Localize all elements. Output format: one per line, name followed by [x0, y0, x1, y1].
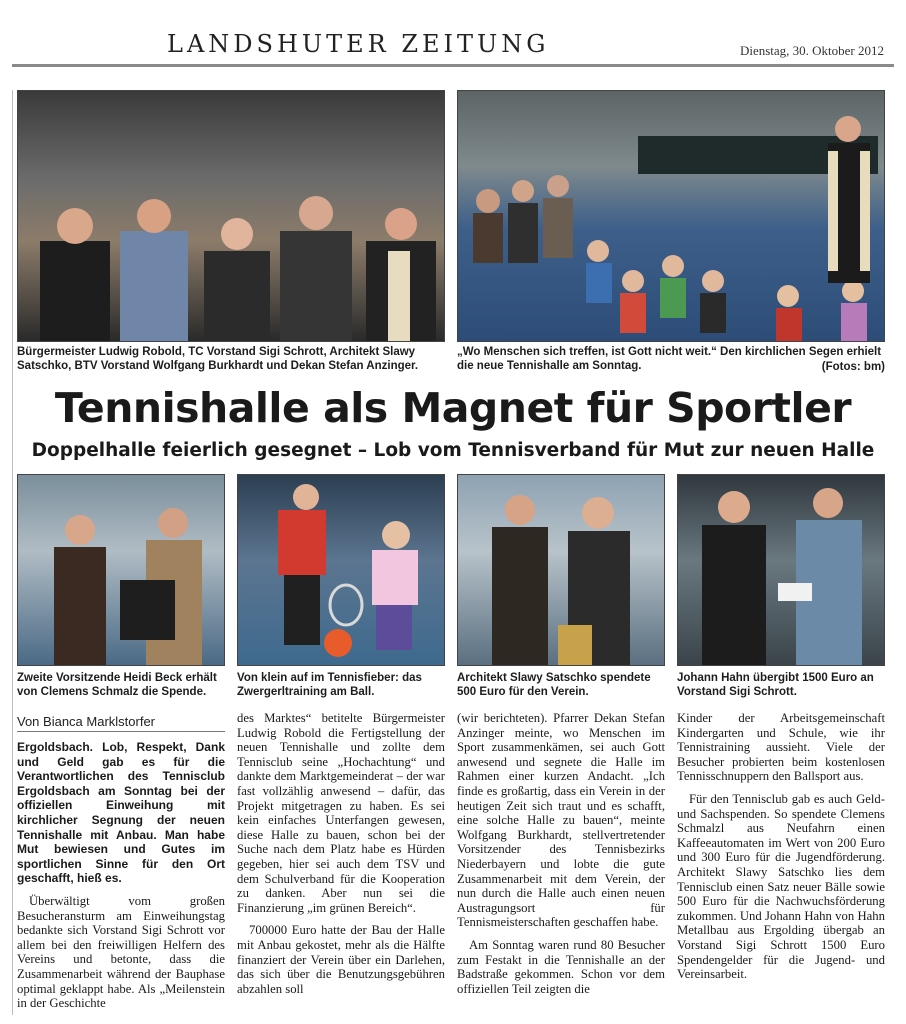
- caption-blessing-text: „Wo Menschen sich treffen, ist Gott nicht weit.“ Den kirchlichen Segen erhielt die neue Tennishalle am Sonntag.: [457, 346, 882, 372]
- caption-group-officials: Bürgermeister Ludwig Robold, TC Vorstand Sigi Schrott, Architekt Slawy Satschko, BTV Vorstand Wolfgang Burkhardt und Dekan Stefan Anzinger.: [17, 346, 419, 372]
- caption-handover-hahn: Johann Hahn übergibt 1500 Euro an Vorstand Sigi Schrott.: [677, 672, 874, 698]
- byline: Von Bianca Marklstorfer: [17, 714, 156, 729]
- headline: Tennishalle als Magnet für Sportler: [54, 384, 852, 432]
- issue-date: Dienstag, 30. Oktober 2012: [739, 43, 884, 58]
- photo-blessing: [457, 90, 885, 342]
- article-column-1: [17, 740, 225, 1019]
- article-paragraph: (wir berichteten). Pfarrer Dekan Stefan Anzinger meinte, wo Menschen im Sport zusammenkämen, sei auch Gott anwesend und segnete die Halle im Rahmen einer kurzen Andacht. „Ich finde es großartig, dass ein Verein in der heutigen Zeit sich traut und es schafft, eine solche Halle zu bauen“, meinte Wolfgang Burkhardt, stellvertretender Vorsitzender des Tennisbezirks Niederbayern und lobte die gute Zusammenarbeit mit dem Verein, der nun durch die Halle auch einen neuen Austragungsort für Tennismeisterschaften geschaffen habe.: [457, 711, 665, 930]
- caption-blessing: [457, 346, 885, 374]
- photo-handover-hahn: [677, 474, 885, 666]
- article-paragraph: Am Sonntag waren rund 80 Besucher zum Festakt in die Tennishalle an der Badstraße gekommen. Schon vor dem offiziellen Teil zeigten die: [457, 937, 665, 996]
- article-paragraph: des Marktes“ betitelte Bürgermeister Ludwig Robold die Fertigstellung der neuen Tennishalle und zollte dem Tennisclub seine „Hochachtung“ und dankte dem Marktgemeinderat – der war fast vollzählig anwesend – dafür, das Projekt mitgetragen zu haben. Es sei kein einfaches Unterfangen gewesen, diese Halle zu bauen, schon bei der Suche nach dem Platz habe es Hürden gegeben, hier sei auch dem TSV und dem Schulverband für die Kooperation zu danken. Aber nun sei die Finanzierung „im grünen Bereich“.: [237, 711, 445, 915]
- article-column-4: [677, 711, 885, 990]
- article-paragraph: Überwältigt vom großen Besucheransturm am Einweihungstag bedankte sich Vorstand Sigi Schrott vor allem bei den freiwilligen Helfern des Vereins und betonte, dass die Zusammenarbeit während der Bauphase optimal geklappt habe. Als „Meilenstein in der Geschichte: [17, 893, 225, 1011]
- photo-group-officials: [17, 90, 445, 342]
- byline-rule: [17, 731, 225, 732]
- article-paragraph: 700000 Euro hatte der Bau der Halle mit Anbau gekostet, mehr als die Hälfte finanziert der Verein über ein Darlehen, das sich über die Benutzungsgebühren abzahlen soll: [237, 923, 445, 996]
- page-border-line: [12, 90, 13, 1015]
- caption-kids-training: Von klein auf im Tennisfieber: das Zwergerltraining am Ball.: [237, 672, 422, 698]
- article-column-3: [457, 711, 665, 1004]
- photo-credit: (Fotos: bm): [821, 360, 885, 373]
- article-paragraph: Kinder der Arbeitsgemeinschaft Kindergarten und Schule, wie ihr Tennistraining aussieht. Viele der Besucher probierten beim kostenlosen Tennisschnuppern den Ballsport aus.: [677, 711, 885, 784]
- article-column-2: [237, 711, 445, 1004]
- masthead-rule: [12, 64, 894, 67]
- subheadline: Doppelhalle feierlich gesegnet – Lob vom Tennisverband für Mut zur neuen Halle: [31, 440, 875, 461]
- masthead-title: LANDSHUTER ZEITUNG: [167, 30, 550, 58]
- article-paragraph: Für den Tennisclub gab es auch Geld- und Sachspenden. So spendete Clemens Schmalzl aus Neufahrn einen Kaffeeautomaten im Wert von 200 Euro und 300 Euro für die Jugendförderung. Architekt Slawy Satschko lies dem Tennisclub einen Satz neuer Bälle sowie 500 Euro für die Nachwuchsförderung zukommen. Und Johann Hahn von Hahn Metallbau aus Ergolding übergab an Vorstand Sigi Schrott 1500 Euro Spendengelder für die Jugend- und Vereinsarbeit.: [677, 791, 885, 982]
- photo-donation-satschko: [457, 474, 665, 666]
- caption-donation-satschko: Architekt Slawy Satschko spendete 500 Euro für den Verein.: [457, 672, 651, 698]
- byline-block: [17, 714, 225, 732]
- caption-donation-beck: Zweite Vorsitzende Heidi Beck erhält von Clemens Schmalz die Spende.: [17, 672, 217, 698]
- photo-donation-beck: [17, 474, 225, 666]
- photo-kids-training: [237, 474, 445, 666]
- article-lead: Ergoldsbach. Lob, Respekt, Dank und Geld gab es für die Verantwortlichen des Tennisclub Ergoldsbach am Sonntag bei der offiziellen Einweihung mit kirchlicher Segnung der neuen Tennishalle mit Anbau. Man habe Mut bewiesen und Gutes im sportlichen Sinne für den Ort geschafft, hieß es.: [17, 740, 225, 886]
